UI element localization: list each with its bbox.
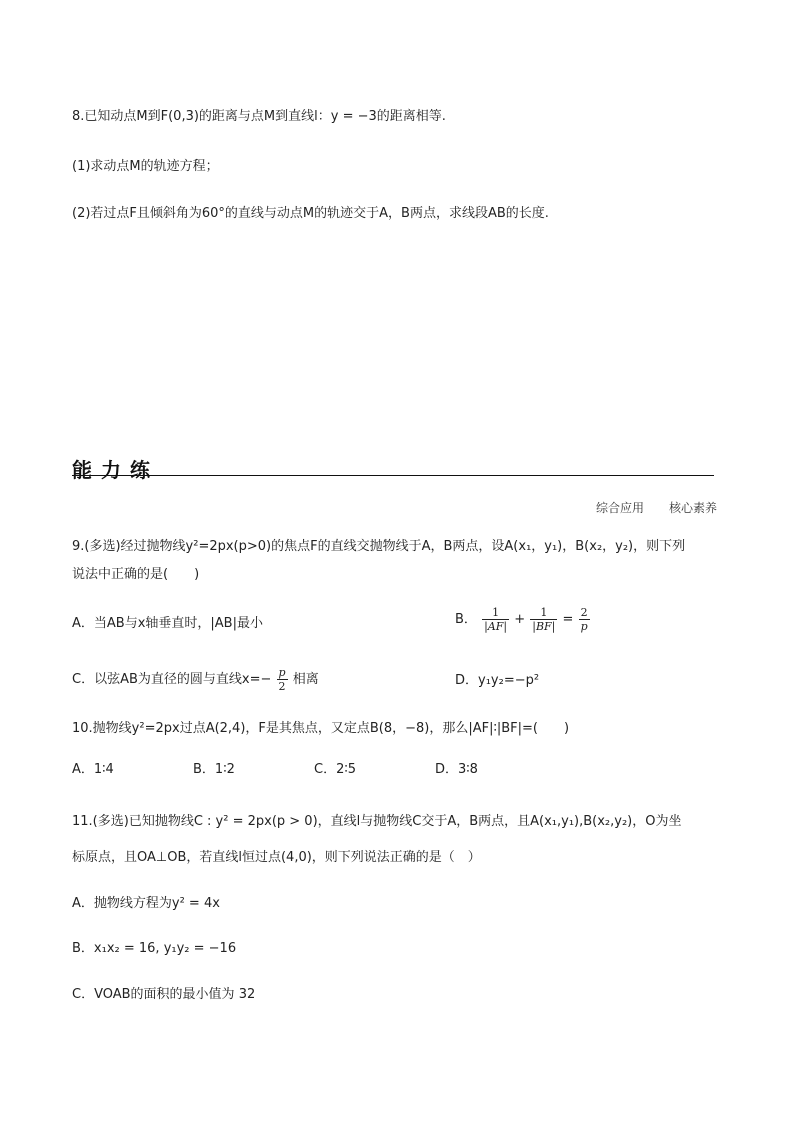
section-divider <box>72 475 714 476</box>
plus-sign: + <box>514 612 526 627</box>
q9-option-b-label: B． <box>455 612 477 627</box>
q9-option-b-fraction-3 <box>579 606 590 633</box>
q11-stem-line1: 11.(多选)已知抛物线C : y² = 2px(p > 0)，直线l与抛物线C交于A，B两点，且A(x₁,y₁),B(x₂,y₂)，O为坐 <box>72 814 682 829</box>
fraction-numerator: p <box>278 666 286 679</box>
fraction-denominator: |BF| <box>532 620 556 633</box>
q10-option-d: D．3∶8 <box>435 762 478 777</box>
q10-option-b: B．1∶2 <box>193 762 235 777</box>
q9-option-b <box>455 606 591 633</box>
section-title: 能力练 <box>72 458 159 482</box>
q11-option-c: C．VOAB的面积的最小值为 32 <box>72 987 256 1002</box>
q9-option-c-fraction <box>277 666 288 693</box>
fraction-denominator: p <box>580 620 588 633</box>
q10-stem: 10.抛物线y²=2px过点A(2,4)，F是其焦点，又定点B(8，−8)，那么|AF|∶|BF|=( ) <box>72 721 570 736</box>
q8-part2: (2)若过点F且倾斜角为60°的直线与动点M的轨迹交于A，B两点，求线段AB的长度. <box>72 206 549 221</box>
q10-option-c: C．2∶5 <box>314 762 357 777</box>
fraction-denominator: |AF| <box>484 620 508 633</box>
q9-stem-line2: 说法中正确的是( ) <box>72 567 200 582</box>
q11-option-b: B．x₁x₂ = 16, y₁y₂ = −16 <box>72 941 237 956</box>
fraction-denominator: 2 <box>278 680 286 693</box>
fraction-numerator: 1 <box>482 606 509 620</box>
q11-stem-line2: 标原点，且OA⊥OB，若直线l恒过点(4,0)，则下列说法正确的是（ ） <box>72 850 481 865</box>
q9-option-b-fraction-2 <box>530 606 557 633</box>
q9-option-d: D．y₁y₂=−p² <box>455 673 540 688</box>
q9-option-c-text: C．以弦AB为直径的圆与直线x=− <box>72 672 272 687</box>
q9-option-a: A．当AB与x轴垂直时，|AB|最小 <box>72 616 263 631</box>
fraction-numerator: 1 <box>530 606 557 620</box>
q8-part1: (1)求动点M的轨迹方程； <box>72 159 219 174</box>
q9-option-b-fraction-1 <box>482 606 509 633</box>
q9-option-c-suffix: 相离 <box>292 672 319 687</box>
q10-option-a: A．1∶4 <box>72 762 114 777</box>
q9-stem-line1: 9.(多选)经过抛物线y²=2px(p>0)的焦点F的直线交抛物线于A，B两点，设A(x₁，y₁)，B(x₂，y₂)，则下列 <box>72 539 686 554</box>
fraction-numerator: 2 <box>579 606 590 620</box>
q8-stem: 8.已知动点M到F(0,3)的距离与点M到直线l：y = −3的距离相等. <box>72 109 446 124</box>
section-tag-literacy: 核心素养 <box>669 501 718 515</box>
section-tag-application: 综合应用 <box>596 501 645 515</box>
q9-option-c <box>72 666 319 693</box>
q11-option-a: A．抛物线方程为y² = 4x <box>72 896 220 911</box>
equals-sign: = <box>562 612 574 627</box>
